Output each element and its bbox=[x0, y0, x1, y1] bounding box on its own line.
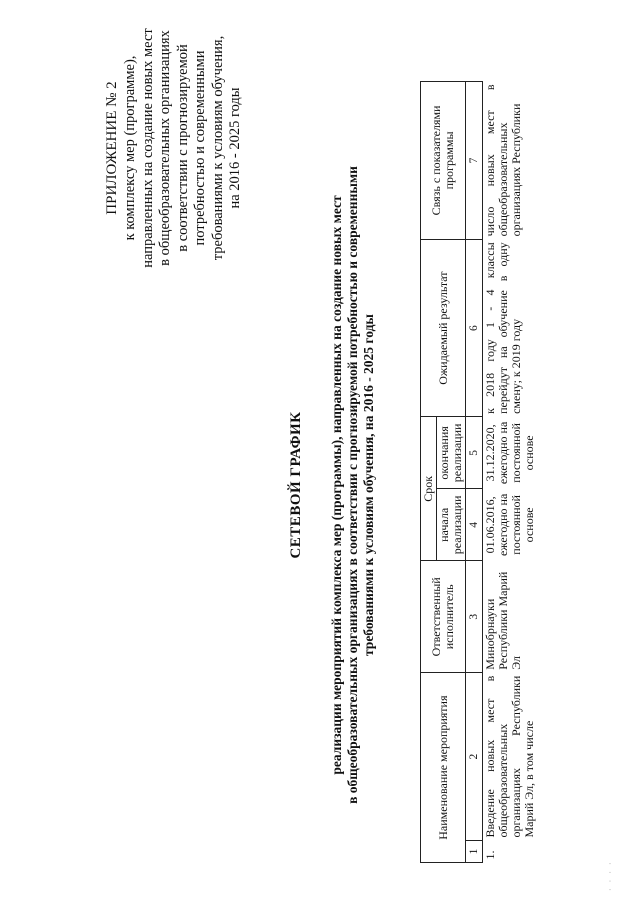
column-number: 7 bbox=[466, 82, 483, 240]
row-link: число новых мест в общеобразовательных организациях Республики bbox=[483, 84, 523, 237]
header-link: Связь с показателями программы bbox=[421, 82, 466, 240]
column-number: 1 bbox=[466, 841, 483, 863]
document-subtitle-line: реализации мероприятий комплекса мер (программы), направленных на создание новых мест bbox=[329, 195, 344, 775]
row-start: 01.06.2016, ежегодно на постоянной основе bbox=[483, 493, 536, 557]
document-subtitle-line: в общеобразовательных организациях в соответствии с прогнозируемой потребностью и современными bbox=[345, 166, 360, 804]
row-executor: Минобрнауки Республики Марий Эл bbox=[483, 571, 523, 670]
header-executor: Ответственный исполнитель bbox=[421, 561, 466, 673]
row-result: к 2018 году 1 - 4 классы перейдут на обучение в одну смену; к 2019 году bbox=[483, 242, 523, 414]
column-number: 3 bbox=[466, 561, 483, 673]
document-title: СЕТЕВОЙ ГРАФИК bbox=[288, 411, 304, 559]
column-number-row bbox=[466, 82, 483, 863]
appendix-block bbox=[102, 3, 245, 293]
table-row bbox=[483, 82, 606, 863]
column-number: 2 bbox=[466, 673, 483, 841]
header-start: начала реализации bbox=[437, 489, 466, 561]
appendix-line: потребностью и современными bbox=[192, 50, 208, 246]
row-number: 1. bbox=[483, 850, 497, 860]
header-end: окончания реализации bbox=[437, 417, 466, 489]
header-name: Наименование мероприятия bbox=[421, 673, 466, 863]
document-subtitle-line: требованиями к условиям обучения, на 2016 - 2025 годы bbox=[361, 314, 376, 656]
appendix-line: в соответствии с прогнозируемой bbox=[174, 44, 191, 252]
margin-mark: · · · · bbox=[606, 860, 615, 891]
title-block bbox=[288, 165, 377, 805]
appendix-line: направленных на создание новых мест bbox=[139, 28, 156, 268]
column-number: 6 bbox=[466, 239, 483, 417]
network-schedule-table bbox=[420, 81, 605, 863]
row-end: 31.12.2020, ежегодно на постоянной основе bbox=[483, 421, 536, 485]
appendix-line: в общеобразовательных организациях bbox=[157, 30, 173, 266]
header-result: Ожидаемый результат bbox=[421, 239, 466, 417]
appendix-title: ПРИЛОЖЕНИЕ № 2 bbox=[104, 81, 120, 215]
row-name: Введение новых мест в общеобразовательных организациях Республики Марий Эл, в том числе bbox=[483, 675, 536, 838]
appendix-line: требованиями к условиям обучения, bbox=[209, 35, 226, 261]
header-term: Срок bbox=[421, 417, 437, 561]
column-number: 4 bbox=[466, 489, 483, 561]
appendix-line: к комплексу мер (программе), bbox=[122, 55, 138, 241]
header-row bbox=[421, 82, 437, 863]
column-number: 5 bbox=[466, 417, 483, 489]
appendix-line: на 2016 - 2025 годы bbox=[227, 87, 243, 209]
